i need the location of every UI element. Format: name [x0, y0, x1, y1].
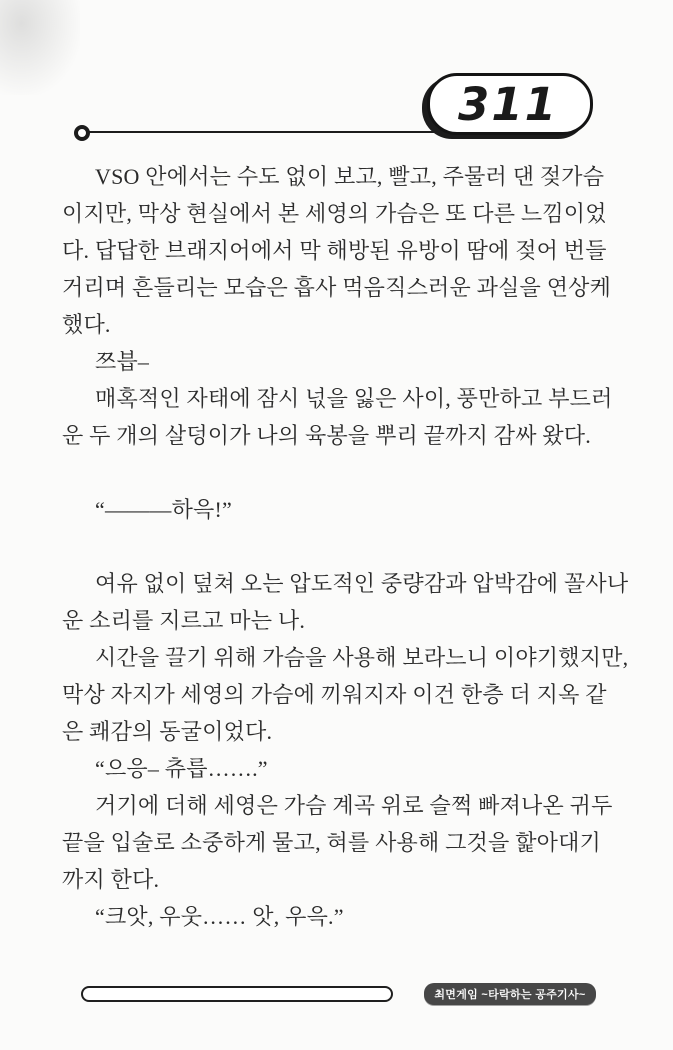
- body-text: [62, 158, 629, 935]
- text-line: 이지만, 막상 현실에서 본 세영의 가슴은 또 다른 느낌이었: [62, 201, 607, 226]
- text-line: 쯔븝–: [95, 349, 150, 374]
- text-line: 끝을 입술로 소중하게 물고, 혀를 사용해 그것을 핥아대기: [62, 830, 601, 855]
- text-line: 거기에 더해 세영은 가슴 계곡 위로 슬쩍 빠져나온 귀두: [95, 793, 613, 818]
- text-line: 여유 없이 덮쳐 오는 압도적인 중량감과 압박감에 꼴사나: [95, 571, 629, 596]
- series-title-badge: [424, 983, 596, 1005]
- text-line: “크앗, 우웃…… 앗, 우윽.”: [95, 904, 344, 929]
- text-line: VSO 안에서는 수도 없이 보고, 빨고, 주물러 댄 젖가슴: [95, 164, 605, 189]
- scan-smudge: [0, 0, 80, 95]
- text-line: 다. 답답한 브래지어에서 막 해방된 유방이 땀에 젖어 번들: [62, 238, 607, 263]
- text-line: “―――하윽!”: [95, 497, 232, 522]
- blank-line: [62, 454, 618, 491]
- page-number: 311: [458, 77, 558, 131]
- text-line: 까지 한다.: [62, 867, 160, 892]
- text-line: 막상 자지가 세영의 가슴에 끼워지자 이건 한층 더 지옥 같: [62, 682, 607, 707]
- text-line: 운 소리를 지르고 마는 나.: [62, 608, 306, 633]
- page-number-capsule: [427, 73, 593, 135]
- text-line: 거리며 흔들리는 모습은 흡사 먹음직스러운 과실을 연상케: [62, 275, 612, 300]
- text-line: “으응– 츄릅…….”: [95, 756, 268, 781]
- series-title: 최면게임 ~타락하는 공주기사~: [434, 989, 586, 1001]
- text-line: 시간을 끌기 위해 가슴을 사용해 보라느니 이야기했지만,: [95, 645, 629, 670]
- text-line: 매혹적인 자태에 잠시 넋을 잃은 사이, 풍만하고 부드러: [95, 386, 613, 411]
- text-line: 했다.: [62, 312, 111, 337]
- blank-line: [62, 528, 618, 565]
- text-line: 운 두 개의 살덩이가 나의 육봉을 뿌리 끝까지 감싸 왔다.: [62, 423, 591, 448]
- header-ring-ornament: [74, 125, 90, 141]
- footer-pill-ornament: [81, 986, 393, 1002]
- text-line: 은 쾌감의 동굴이었다.: [62, 719, 273, 744]
- header-rule: [88, 131, 440, 133]
